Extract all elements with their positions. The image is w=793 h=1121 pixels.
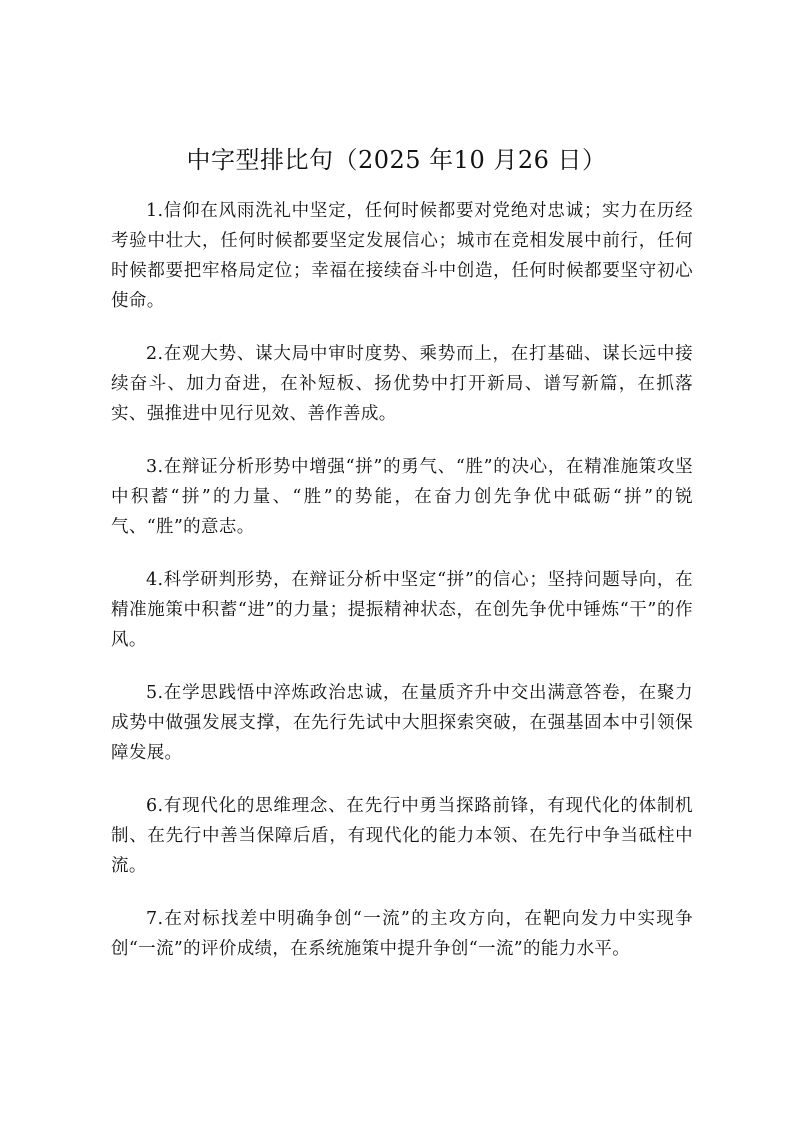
document-body xyxy=(111,196,693,987)
paragraph-5: 5.在学思践悟中淬炼政治忠诚，在量质齐升中交出满意答卷，在聚力成势中做强发展支撑，在先行先试中大胆探索突破，在强基固本中引领保障发展。 xyxy=(111,683,693,763)
paragraph-1: 1.信仰在风雨洗礼中坚定，任何时候都要对党绝对忠诚；实力在历经考验中壮大，任何时候都要坚定发展信心；城市在竞相发展中前行，任何时候都要把牢格局定位；幸福在接续奋斗中创造，任何时候都要坚守初心使命。 xyxy=(111,201,693,311)
paragraph-2: 2.在观大势、谋大局中审时度势、乘势而上，在打基础、谋长远中接续奋斗、加力奋进，在补短板、扬优势中打开新局、谱写新篇，在抓落实、强推进中见行见效、善作善成。 xyxy=(111,344,693,424)
paragraph-3: 3.在辩证分析形势中增强“拼”的勇气、“胜”的决心，在精准施策攻坚中积蓄“拼”的力量、“胜”的势能，在奋力创先争优中砥砺“拼”的锐气、“胜”的意志。 xyxy=(111,457,693,537)
document-title: 中字型排比句（2025 年10 月26 日） xyxy=(186,146,607,174)
paragraph-4: 4.科学研判形势，在辩证分析中坚定“拼”的信心；坚持问题导向，在精准施策中积蓄“进”的力量；提振精神状态，在创先争优中锤炼“干”的作风。 xyxy=(111,570,693,650)
paragraph-6: 6.有现代化的思维理念、在先行中勇当探路前锋，有现代化的体制机制、在先行中善当保障后盾，有现代化的能力本领、在先行中争当砥柱中流。 xyxy=(111,796,693,876)
paragraph-7: 7.在对标找差中明确争创“一流”的主攻方向，在靶向发力中实现争创“一流”的评价成绩，在系统施策中提升争创“一流”的能力水平。 xyxy=(111,909,693,959)
